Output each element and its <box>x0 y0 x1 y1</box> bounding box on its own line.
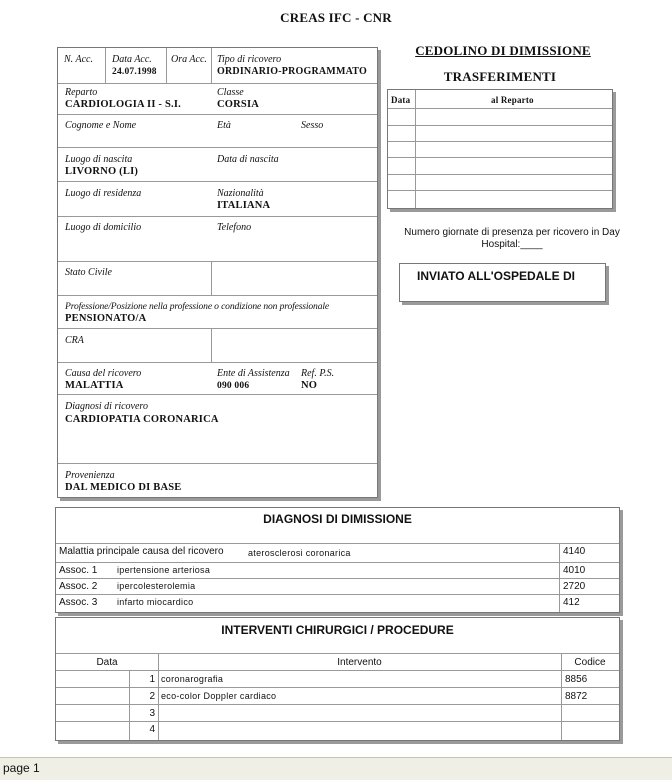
trasferimenti-col-reparto: al Reparto <box>491 95 534 105</box>
assoc-1-label: Assoc. 1 <box>59 565 98 576</box>
trasferimenti-col-data: Data <box>391 95 411 105</box>
trasferimenti-table <box>387 69 613 209</box>
luogo-residenza-label: Luogo di residenza <box>65 188 142 199</box>
interventi-title: INTERVENTI CHIRURGICI / PROCEDURE <box>221 623 454 637</box>
n-acc-label: N. Acc. <box>64 54 93 65</box>
intervento-1-name: coronarografia <box>161 674 224 684</box>
status-bar <box>0 757 672 780</box>
ente-assistenza-label: Ente di Assistenza <box>217 368 290 379</box>
assoc-2-label: Assoc. 2 <box>59 581 98 592</box>
data-nascita-label: Data di nascita <box>217 154 279 165</box>
ref-ps-value: NO <box>301 380 318 391</box>
nazionalita-label: Nazionalità <box>217 188 264 199</box>
inviato-ospedale-box <box>399 263 606 302</box>
nazionalita-value: ITALIANA <box>217 200 271 211</box>
interventi-col-data: Data <box>96 657 118 668</box>
tipo-ricovero-label: Tipo di ricovero <box>217 54 282 65</box>
assoc-2-desc: ipercolesterolemia <box>117 581 196 591</box>
luogo-nascita-value: LIVORNO (LI) <box>65 166 139 177</box>
data-acc-value: 24.07.1998 <box>112 67 157 77</box>
ref-ps-label: Ref. P.S. <box>301 368 335 379</box>
ora-acc-label: Ora Acc. <box>171 54 207 65</box>
intervento-2-number: 2 <box>149 691 155 702</box>
assoc-3-code: 412 <box>563 597 580 608</box>
ente-assistenza-value: 090 006 <box>217 381 250 391</box>
interventi-table <box>55 617 620 741</box>
assoc-1-desc: ipertensione arteriosa <box>117 565 211 575</box>
causa-ricovero-label: Causa del ricovero <box>65 368 142 379</box>
tipo-ricovero-value: ORDINARIO-PROGRAMMATO <box>217 66 367 77</box>
luogo-domicilio-label: Luogo di domicilio <box>65 222 142 233</box>
cognome-nome-label: Cognome e Nome <box>65 120 137 131</box>
cedolino-title: CEDOLINO DI DIMISSIONE <box>415 43 591 58</box>
assoc-1-code: 4010 <box>563 565 586 576</box>
assoc-3-desc: infarto miocardico <box>117 597 194 607</box>
diagnosi-dimissione-table <box>55 507 620 613</box>
reparto-label: Reparto <box>65 87 98 98</box>
professione-value: PENSIONATO/A <box>65 313 147 324</box>
intervento-4-number: 4 <box>149 724 155 735</box>
interventi-col-intervento: Intervento <box>337 657 382 668</box>
page-title: CREAS IFC - CNR <box>280 10 392 25</box>
provenienza-label: Provenienza <box>65 470 115 481</box>
classe-label: Classe <box>217 87 244 98</box>
diagnosi-principale-code: 4140 <box>563 546 586 557</box>
giornate-day-hospital-text-2: Hospital:____ <box>481 239 543 250</box>
diagnosi-principale-label: Malattia principale causa del ricovero <box>59 546 224 557</box>
stato-civile-label: Stato Civile <box>65 267 112 278</box>
diagnosi-ricovero-label: Diagnosi di ricovero <box>65 401 148 412</box>
classe-value: CORSIA <box>217 99 260 110</box>
inviato-ospedale-label: INVIATO ALL'OSPEDALE DI <box>417 269 575 283</box>
intervento-3-number: 3 <box>149 708 155 719</box>
page-number-label: page 1 <box>3 761 40 775</box>
intervento-1-code: 8856 <box>565 674 588 685</box>
assoc-2-code: 2720 <box>563 581 586 592</box>
professione-label: Professione/Posizione nella professione o condizione non professionale <box>65 301 329 312</box>
intervento-2-name: eco-color Doppler cardiaco <box>161 691 277 701</box>
sesso-label: Sesso <box>301 120 324 131</box>
cra-label: CRA <box>65 335 84 346</box>
diagnosi-dimissione-title: DIAGNOSI DI DIMISSIONE <box>263 512 412 526</box>
eta-label: Età <box>217 120 231 131</box>
provenienza-value: DAL MEDICO DI BASE <box>65 482 182 493</box>
assoc-3-label: Assoc. 3 <box>59 597 98 608</box>
telefono-label: Telefono <box>217 222 252 233</box>
luogo-nascita-label: Luogo di nascita <box>65 154 133 165</box>
trasferimenti-title: TRASFERIMENTI <box>443 69 557 84</box>
interventi-col-codice: Codice <box>574 657 606 668</box>
diagnosi-ricovero-value: CARDIOPATIA CORONARICA <box>65 414 219 425</box>
data-acc-label: Data Acc. <box>112 54 152 65</box>
intervento-1-number: 1 <box>149 674 155 685</box>
intervento-2-code: 8872 <box>565 691 588 702</box>
causa-ricovero-value: MALATTIA <box>65 380 124 391</box>
reparto-value: CARDIOLOGIA II - S.I. <box>65 99 181 110</box>
diagnosi-principale-desc: aterosclerosi coronarica <box>248 548 351 558</box>
giornate-day-hospital-text-1: Numero giornate di presenza per ricovero in Day <box>404 227 620 238</box>
patient-info-form <box>57 47 378 498</box>
